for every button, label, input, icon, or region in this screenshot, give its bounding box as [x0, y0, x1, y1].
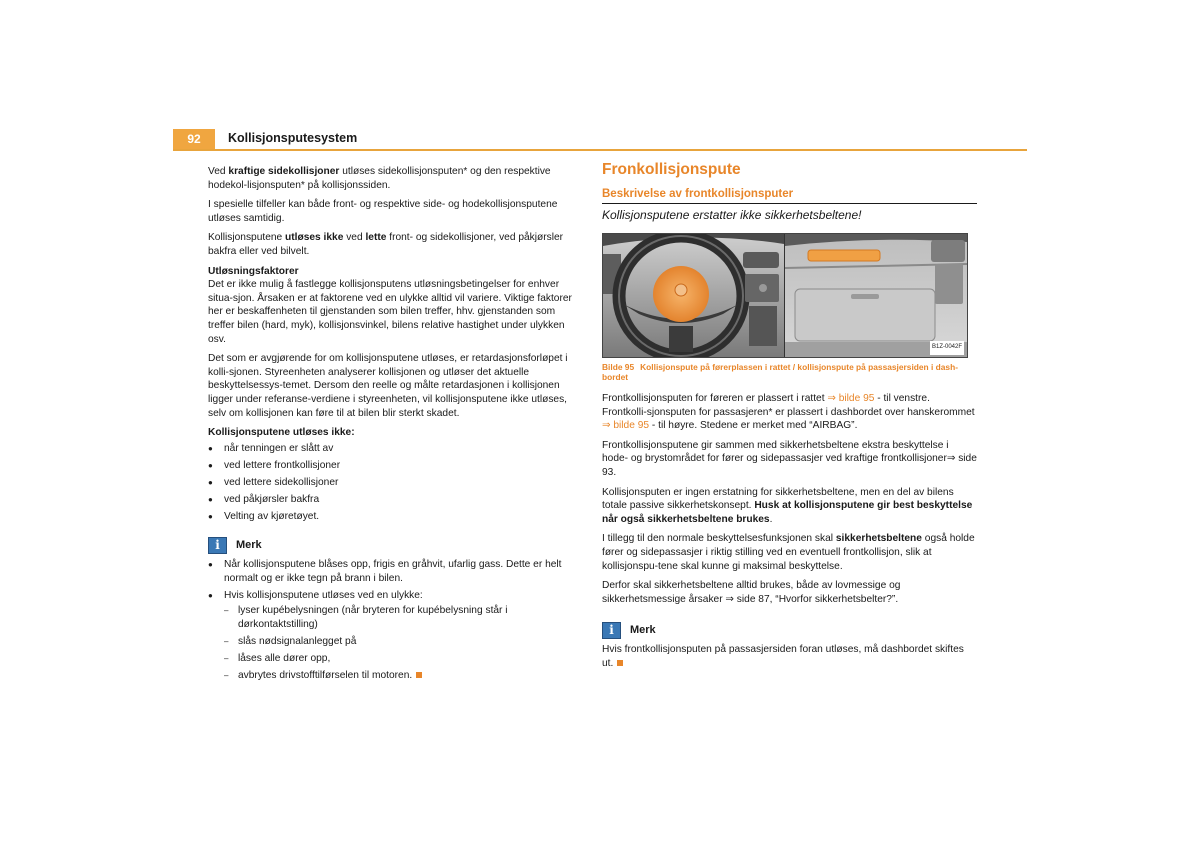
lead-warning: Kollisjonsputene erstatter ikke sikkerhetsbeltene! — [602, 208, 862, 223]
list-item: – lyser kupébelysningen (når bryteren for kupébelysning står i dørkontaktstilling) — [208, 604, 581, 631]
caption-label: Bilde 95 — [602, 361, 635, 372]
list-item: – låses alle dører opp, — [208, 652, 581, 666]
left-column — [208, 165, 581, 689]
paragraph-airbag-locations: Frontkollisjonsputen for føreren er plassert i rattet ⇒ bilde 95 - til venstre. Frontkolli-sjonsputen for passasjeren* er plassert i dashbordet over hanskerommet ⇒ bilde 95 - til høyre. Stedene er merket med “AIRBAG”. — [602, 392, 975, 432]
list-item: ● Når kollisjonsputene blåses opp, frigis en gråhvit, ufarlig gass. Dette er helt normalt og er ikke tegn på brann i bilen. — [208, 558, 581, 585]
not-triggered-heading: Kollisjonsputene utløses ikke: — [208, 427, 355, 439]
paragraph-side-collisions: Ved kraftige sidekollisjoner utløses sidekollisjonsputen* og den respektive hodekol-lisjonsputen* på kollisjonssiden. — [208, 166, 551, 191]
list-item: ● ved påkjørsler bakfra — [208, 493, 581, 507]
note-sub-list — [208, 604, 581, 682]
note-title: Merk — [630, 623, 656, 636]
paragraph-always-use-belts: Derfor skal sikkerhetsbeltene alltid brukes, både av lovmessige og sikkerhetsmessige årsaker ⇒ side 87, “Hvorfor sikkerhetsbelter?”. — [602, 580, 901, 605]
figure-caption — [602, 362, 977, 383]
note-header — [602, 622, 977, 639]
end-mark — [617, 660, 623, 666]
list-item: ● når tenningen er slått av — [208, 442, 581, 456]
list-item: ● Hvis kollisjonsputene utløses ved en ulykke: – lyser kupébelysningen (når bryteren for kupébelysning står i dørkontaktstilling) – slås nødsignalanlegget på – låses alle dører opp, – avbrytes drivstofftilførselen til motoren. — [208, 589, 581, 683]
paragraph-belts-function: I tillegg til den normale beskyttelsesfunksjonen skal sikkerhetsbeltene også holde fører og sidepassasjer i riktig stilling ved en eventuell frontkollisjon, slik at kollisjonspu-tene skal kunne gi maksimal beskyttelse. — [602, 533, 975, 572]
chapter-title: Kollisjonsputesystem — [228, 131, 358, 145]
triggers-heading: Utløsningsfaktorer — [208, 265, 299, 277]
right-column — [602, 163, 977, 676]
dashboard-illustration — [603, 234, 967, 357]
info-icon: i — [602, 622, 621, 639]
figure-link[interactable]: ⇒ bilde 95 — [827, 392, 875, 404]
list-item: ● Velting av kjøretøyet. — [208, 510, 581, 524]
section-subtitle: Beskrivelse av frontkollisjonsputer — [602, 188, 977, 205]
paragraph-not-replacement: Kollisjonsputen er ingen erstatning for sikkerhetsbeltene, men en del av bilens totale passive sikkerhetskonsept. Husk at kollisjonsputene gir best beskyttelse når også sikkerhetsbeltene brukes. — [602, 486, 973, 525]
triggers-paragraph: Det er ikke mulig å fastlegge kollisjonsputens utløsningsbetingelser for enhver situa-sjon. Årsaken er at faktorene ved en ulykke alltid vil variere. Viktige faktorer her er beskaffenheten til gjenstanden som bilen treffer, hhv. gjenstanden som treffer bilen (hard, myk), kollisjonsvinkel, bilens relative hastighet under ulykken osv. — [208, 279, 572, 345]
list-item: ● ved lettere frontkollisjoner — [208, 459, 581, 473]
dashboard-figure — [602, 233, 968, 358]
list-item: – slås nødsignalanlegget på — [208, 635, 581, 649]
section-title: Fronkollisjonspute — [602, 161, 741, 178]
decisive-paragraph: Det som er avgjørende for om kollisjonsputene utløses, er retardasjonsforløpet i kolli-sjonen. Styreenheten analyserer kollisjonen og utløser det aktuelle beskyttelsessys-temet. Dersom den reelle og målte retardasjonen i kollisjonen ligger under referanse-verdiene i styreenheten, vil kollisjonsputene ikke utløses, selv om kollisjonen kan føre til at bilen blir sterkt skadet. — [208, 353, 568, 419]
note-header — [208, 537, 581, 554]
end-mark — [416, 672, 422, 678]
header-rule — [173, 149, 1027, 151]
paragraph-simultaneous: I spesielle tilfeller kan både front- og respektive side- og hodekollisjonsputene utløses samtidig. — [208, 199, 558, 224]
not-triggered-list — [208, 442, 581, 524]
note-title: Merk — [236, 538, 262, 551]
list-item: ● ved lettere sidekollisjoner — [208, 476, 581, 490]
note-text: Hvis frontkollisjonsputen på passasjersiden foran utløses, må dashbordet skiftes ut. — [602, 644, 964, 669]
paragraph-extra-protection: Frontkollisjonsputene gir sammen med sikkerhetsbeltene ekstra beskyttelse i hode- og brystområdet for fører og sidepassasjer ved kraftige frontkollisjoner⇒ side 93. — [602, 439, 977, 478]
page-number: 92 — [173, 129, 215, 150]
info-icon: i — [208, 537, 227, 554]
list-item: – avbrytes drivstofftilførselen til motoren. — [208, 669, 581, 683]
note-list — [208, 558, 581, 682]
figure-link[interactable]: ⇒ bilde 95 — [602, 420, 650, 432]
caption-text: Kollisjonspute på førerplassen i rattet / kollisjonspute på passasjersiden i dash-bordet — [602, 361, 958, 383]
paragraph-not-triggered-light: Kollisjonsputene utløses ikke ved lette front- og sidekollisjoner, ved påkjørsler bakfra eller ved bilvelt. — [208, 232, 564, 257]
figure-code: B1Z-0042F — [930, 341, 964, 355]
